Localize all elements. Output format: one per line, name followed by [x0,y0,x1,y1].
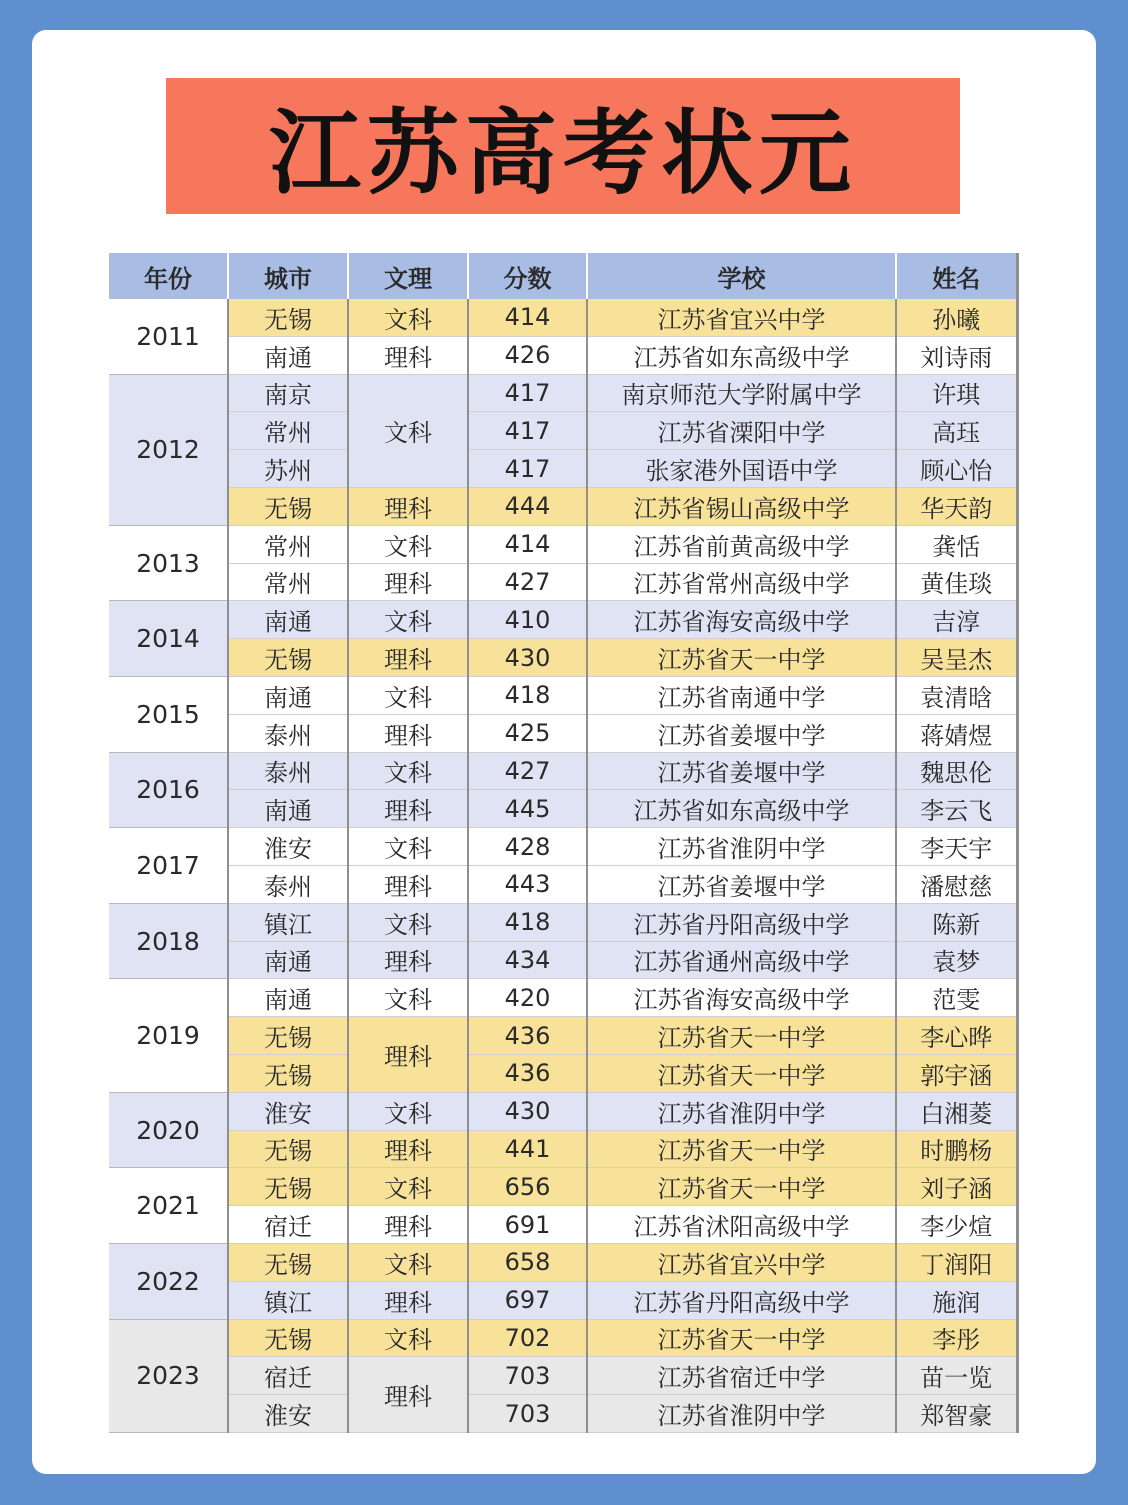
student-name-cell: 施润 [896,1281,1017,1319]
student-name-cell: 李少煊 [896,1206,1017,1244]
city-cell: 无锡 [228,299,348,336]
student-name-cell: 李云飞 [896,790,1017,828]
city-cell: 常州 [228,412,348,450]
score-cell: 444 [468,487,587,525]
student-name-cell: 苗一览 [896,1357,1017,1395]
table-row [109,676,1017,714]
table-row [109,1054,1017,1092]
city-cell: 泰州 [228,714,348,752]
score-cell: 691 [468,1206,587,1244]
student-name-cell: 袁梦 [896,941,1017,979]
school-cell: 江苏省前黄高级中学 [587,525,896,563]
track-cell: 理科 [348,1206,468,1244]
year-cell: 2020 [109,1092,228,1168]
track-cell: 理科 [348,1017,468,1093]
table-row [109,828,1017,866]
track-cell: 理科 [348,714,468,752]
score-cell: 417 [468,450,587,488]
score-cell: 410 [468,601,587,639]
year-cell: 2017 [109,828,228,904]
city-cell: 南通 [228,790,348,828]
student-name-cell: 刘子涵 [896,1168,1017,1206]
table-row [109,903,1017,941]
score-cell: 414 [468,299,587,336]
track-cell: 理科 [348,865,468,903]
table-row [109,1017,1017,1055]
score-cell: 430 [468,639,587,677]
city-cell: 泰州 [228,752,348,790]
score-cell: 434 [468,941,587,979]
score-cell: 417 [468,412,587,450]
school-cell: 江苏省姜堰中学 [587,714,896,752]
student-name-cell: 许琪 [896,374,1017,412]
score-cell: 658 [468,1243,587,1281]
city-cell: 无锡 [228,1054,348,1092]
city-cell: 常州 [228,563,348,601]
city-cell: 南通 [228,601,348,639]
student-name-cell: 郑智豪 [896,1395,1017,1433]
city-cell: 常州 [228,525,348,563]
year-cell: 2021 [109,1168,228,1244]
track-cell: 文科 [348,299,468,336]
city-cell: 苏州 [228,450,348,488]
student-name-cell: 时鹏杨 [896,1130,1017,1168]
school-cell: 江苏省天一中学 [587,1319,896,1357]
table-row [109,941,1017,979]
student-name-cell: 吉淳 [896,601,1017,639]
city-cell: 宿迁 [228,1357,348,1395]
score-cell: 697 [468,1281,587,1319]
city-cell: 南京 [228,374,348,412]
school-cell: 江苏省通州高级中学 [587,941,896,979]
year-cell: 2019 [109,979,228,1092]
track-cell: 文科 [348,601,468,639]
table-body [109,299,1017,1432]
table-row [109,487,1017,525]
city-cell: 淮安 [228,828,348,866]
city-cell: 无锡 [228,1243,348,1281]
school-cell: 江苏省姜堰中学 [587,865,896,903]
table-row [109,1243,1017,1281]
school-cell: 江苏省天一中学 [587,1168,896,1206]
table-row [109,1319,1017,1357]
table-row [109,1168,1017,1206]
year-cell: 2013 [109,525,228,601]
track-cell: 理科 [348,1281,468,1319]
city-cell: 淮安 [228,1092,348,1130]
table-row [109,1130,1017,1168]
school-cell: 江苏省如东高级中学 [587,336,896,374]
table-row [109,299,1017,336]
student-name-cell: 顾心怡 [896,450,1017,488]
student-name-cell: 袁清晗 [896,676,1017,714]
score-cell: 445 [468,790,587,828]
student-name-cell: 陈新 [896,903,1017,941]
table-row [109,1092,1017,1130]
header-name: 姓名 [896,253,1017,299]
school-cell: 江苏省丹阳高级中学 [587,1281,896,1319]
student-name-cell: 范雯 [896,979,1017,1017]
score-cell: 656 [468,1168,587,1206]
school-cell: 江苏省天一中学 [587,1017,896,1055]
school-cell: 江苏省海安高级中学 [587,601,896,639]
results-table [109,253,1019,1433]
year-cell: 2015 [109,676,228,752]
city-cell: 无锡 [228,1319,348,1357]
track-cell: 文科 [348,903,468,941]
table-row [109,450,1017,488]
city-cell: 宿迁 [228,1206,348,1244]
school-cell: 江苏省丹阳高级中学 [587,903,896,941]
school-cell: 江苏省溧阳中学 [587,412,896,450]
table-row [109,525,1017,563]
student-name-cell: 黄佳琰 [896,563,1017,601]
score-cell: 436 [468,1054,587,1092]
city-cell: 南通 [228,979,348,1017]
score-cell: 428 [468,828,587,866]
header-track: 文理 [348,253,468,299]
student-name-cell: 郭宇涵 [896,1054,1017,1092]
header-school: 学校 [587,253,896,299]
score-cell: 427 [468,563,587,601]
school-cell: 江苏省沭阳高级中学 [587,1206,896,1244]
page-title: 江苏高考状元 [166,78,960,214]
table-row [109,1395,1017,1433]
city-cell: 南通 [228,941,348,979]
student-name-cell: 魏思伦 [896,752,1017,790]
student-name-cell: 李彤 [896,1319,1017,1357]
table-row [109,752,1017,790]
track-cell: 文科 [348,525,468,563]
school-cell: 江苏省天一中学 [587,1054,896,1092]
score-cell: 425 [468,714,587,752]
track-cell: 文科 [348,1168,468,1206]
track-cell: 文科 [348,828,468,866]
school-cell: 江苏省南通中学 [587,676,896,714]
year-cell: 2016 [109,752,228,828]
track-cell: 理科 [348,1357,468,1433]
school-cell: 江苏省天一中学 [587,1130,896,1168]
student-name-cell: 孙曦 [896,299,1017,336]
school-cell: 江苏省海安高级中学 [587,979,896,1017]
score-cell: 427 [468,752,587,790]
track-cell: 理科 [348,487,468,525]
table-row [109,336,1017,374]
track-cell: 理科 [348,1130,468,1168]
student-name-cell: 丁润阳 [896,1243,1017,1281]
city-cell: 南通 [228,676,348,714]
school-cell: 江苏省淮阴中学 [587,1092,896,1130]
school-cell: 江苏省淮阴中学 [587,828,896,866]
city-cell: 无锡 [228,639,348,677]
city-cell: 镇江 [228,1281,348,1319]
table-row [109,563,1017,601]
city-cell: 淮安 [228,1395,348,1433]
school-cell: 江苏省常州高级中学 [587,563,896,601]
school-cell: 江苏省如东高级中学 [587,790,896,828]
header-city: 城市 [228,253,348,299]
year-cell: 2023 [109,1319,228,1432]
header-year: 年份 [109,253,228,299]
track-cell: 理科 [348,941,468,979]
table-row [109,601,1017,639]
track-cell: 文科 [348,374,468,487]
city-cell: 无锡 [228,1130,348,1168]
city-cell: 镇江 [228,903,348,941]
year-cell: 2022 [109,1243,228,1319]
score-cell: 702 [468,1319,587,1357]
score-cell: 418 [468,903,587,941]
track-cell: 文科 [348,676,468,714]
student-name-cell: 李心晔 [896,1017,1017,1055]
city-cell: 无锡 [228,487,348,525]
header-score: 分数 [468,253,587,299]
table-row [109,714,1017,752]
school-cell: 江苏省锡山高级中学 [587,487,896,525]
school-cell: 江苏省淮阴中学 [587,1395,896,1433]
track-cell: 理科 [348,639,468,677]
year-cell: 2014 [109,601,228,677]
student-name-cell: 吴呈杰 [896,639,1017,677]
score-cell: 418 [468,676,587,714]
student-name-cell: 华天韵 [896,487,1017,525]
school-cell: 江苏省宜兴中学 [587,1243,896,1281]
score-cell: 430 [468,1092,587,1130]
school-cell: 江苏省宜兴中学 [587,299,896,336]
table-row [109,1281,1017,1319]
table-row [109,790,1017,828]
table-row [109,412,1017,450]
score-cell: 420 [468,979,587,1017]
city-cell: 泰州 [228,865,348,903]
track-cell: 理科 [348,336,468,374]
school-cell: 张家港外国语中学 [587,450,896,488]
table-row [109,1206,1017,1244]
table-row [109,865,1017,903]
table-row [109,979,1017,1017]
score-cell: 441 [468,1130,587,1168]
year-cell: 2011 [109,299,228,374]
school-cell: 江苏省天一中学 [587,639,896,677]
score-cell: 703 [468,1357,587,1395]
student-name-cell: 蒋婧煜 [896,714,1017,752]
table-row [109,1357,1017,1395]
score-cell: 414 [468,525,587,563]
school-cell: 江苏省姜堰中学 [587,752,896,790]
track-cell: 文科 [348,1319,468,1357]
city-cell: 无锡 [228,1017,348,1055]
score-cell: 443 [468,865,587,903]
school-cell: 江苏省宿迁中学 [587,1357,896,1395]
track-cell: 理科 [348,563,468,601]
student-name-cell: 李天宇 [896,828,1017,866]
student-name-cell: 白湘菱 [896,1092,1017,1130]
city-cell: 南通 [228,336,348,374]
track-cell: 文科 [348,752,468,790]
score-cell: 436 [468,1017,587,1055]
track-cell: 文科 [348,979,468,1017]
student-name-cell: 潘慰慈 [896,865,1017,903]
city-cell: 无锡 [228,1168,348,1206]
track-cell: 文科 [348,1243,468,1281]
student-name-cell: 刘诗雨 [896,336,1017,374]
student-name-cell: 高珏 [896,412,1017,450]
score-cell: 417 [468,374,587,412]
school-cell: 南京师范大学附属中学 [587,374,896,412]
student-name-cell: 龚恬 [896,525,1017,563]
score-cell: 703 [468,1395,587,1433]
year-cell: 2018 [109,903,228,979]
table-row [109,374,1017,412]
table-row [109,639,1017,677]
track-cell: 理科 [348,790,468,828]
year-cell: 2012 [109,374,228,525]
table-header-row [109,253,1017,299]
score-cell: 426 [468,336,587,374]
track-cell: 文科 [348,1092,468,1130]
